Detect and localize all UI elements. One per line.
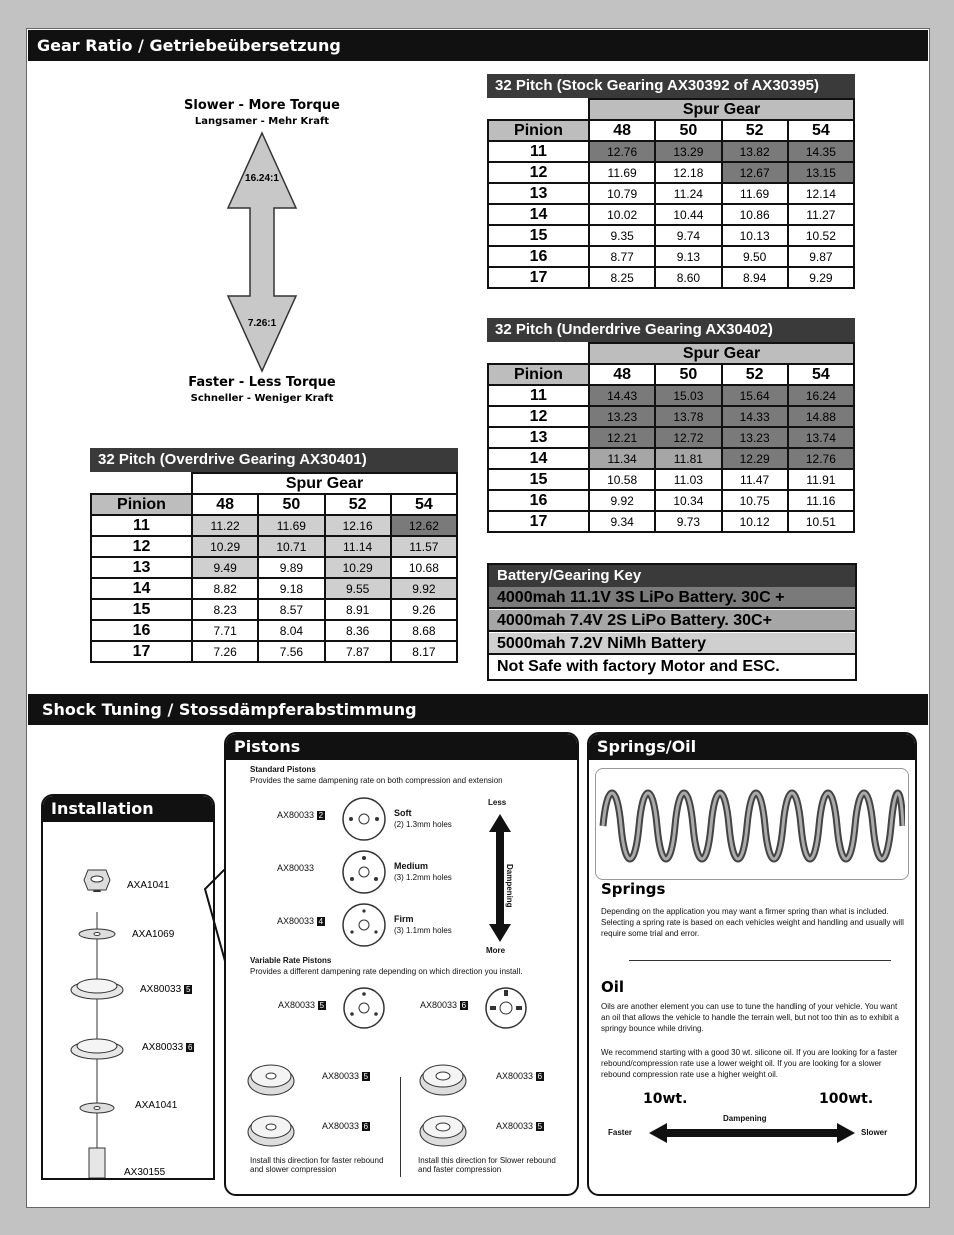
stock-table-title: 32 Pitch (Stock Gearing AX30392 of AX30395) — [487, 74, 855, 98]
oil-weight-low: 10wt. — [643, 1091, 688, 1107]
ratio-cell: 16.24 — [788, 385, 854, 406]
pinion-cell: 15 — [488, 469, 589, 490]
ratio-cell: 8.82 — [192, 578, 258, 599]
key-item-nimh: 5000mah 7.2V NiMh Battery — [489, 633, 855, 655]
ratio-cell: 11.81 — [655, 448, 721, 469]
underdrive-gear-table — [487, 342, 855, 533]
piston-side-icon — [418, 1110, 468, 1150]
ratio-cell: 15.03 — [655, 385, 721, 406]
ratio-cell: 54 — [788, 364, 854, 385]
pinion-cell: 12 — [488, 162, 589, 183]
ratio-cell: 12.62 — [391, 515, 457, 536]
ratio-cell: 10.75 — [722, 490, 788, 511]
pinion-header: Pinion — [488, 364, 589, 385]
pinion-cell: 17 — [91, 641, 192, 662]
ratio-cell: 9.89 — [258, 557, 324, 578]
spur-gear-header: Spur Gear — [192, 473, 457, 494]
ratio-cell: 11.34 — [589, 448, 655, 469]
text-label: AX80033 — [278, 1000, 316, 1010]
pistons-title: Pistons — [226, 734, 577, 760]
variable-pistons-desc: Provides a different dampening rate depending on which direction you install. — [250, 967, 523, 976]
pinion-cell: 12 — [91, 536, 192, 557]
springs-text: Depending on the application you may want a firmer spring than what is included. Selecting a spring rate is based on each vehicles weight and handling and usually will require some trial and error. — [601, 907, 904, 938]
slower-label: Slower — [861, 1128, 888, 1137]
ratio-cell: 52 — [722, 364, 788, 385]
ratio-cell: 8.77 — [589, 246, 655, 267]
badge: 4 — [318, 917, 324, 926]
text-label: AX80033 — [140, 984, 182, 995]
ratio-cell: 52 — [325, 494, 391, 515]
horizontal-double-arrow-icon — [647, 1122, 857, 1144]
text-label: AX80033 — [277, 863, 315, 873]
ratio-cell: 11.03 — [655, 469, 721, 490]
ratio-cell: 12.67 — [722, 162, 788, 183]
ratio-cell: 8.36 — [325, 620, 391, 641]
install-note-right: Install this direction for Slower rebound and faster compression — [418, 1156, 556, 1174]
ratio-cell: 7.87 — [325, 641, 391, 662]
part-label: AXA1041 — [135, 1100, 178, 1111]
oil-text-1: Oils are another element you can use to tune the handling of your vehicle. You want an oil that allows the vehicle to handle the terrain well, but not too thin as to exhibit a springy bounce while driving. — [601, 1002, 899, 1033]
ratio-cell: 11.57 — [391, 536, 457, 557]
table-row — [91, 536, 457, 557]
spur-54: 54 — [788, 120, 854, 141]
springs-oil-title: Springs/Oil — [589, 734, 915, 760]
ratio-cell: 9.50 — [722, 246, 788, 267]
text-label: (2) 1.3mm holes — [394, 820, 452, 829]
text-label: AX80033 — [420, 1000, 458, 1010]
standard-pistons-desc: Provides the same dampening rate on both compression and extension — [250, 776, 503, 785]
ratio-cell: 9.13 — [655, 246, 721, 267]
ratio-cell: 12.76 — [788, 448, 854, 469]
ratio-cell — [488, 99, 589, 120]
ratio-cell: 8.17 — [391, 641, 457, 662]
pinion-cell: 13 — [91, 557, 192, 578]
ratio-cell: 12.21 — [589, 427, 655, 448]
text-label: Medium — [394, 861, 429, 871]
ratio-cell: 11.27 — [788, 204, 854, 225]
ratio-cell: 9.55 — [325, 578, 391, 599]
ratio-cell: 11.47 — [722, 469, 788, 490]
ratio-cell: 7.26 — [192, 641, 258, 662]
table-row — [488, 385, 854, 406]
ratio-cell: 13.74 — [788, 427, 854, 448]
arrow-top-ratio: 16.24:1 — [245, 173, 279, 184]
install-note-left: Install this direction for faster rebound and slower compression — [250, 1156, 384, 1174]
ratio-cell: 11.69 — [258, 515, 324, 536]
badge: 5 — [537, 1122, 543, 1131]
pinion-cell: 11 — [488, 141, 589, 162]
ratio-cell: 7.56 — [258, 641, 324, 662]
badge: 6 — [461, 1001, 467, 1010]
battery-key-title: Battery/Gearing Key — [489, 565, 855, 587]
ratio-cell: 48 — [192, 494, 258, 515]
variable-piston-icon — [342, 986, 386, 1030]
spur-48: 48 — [589, 120, 655, 141]
part-label: AXA1041 — [127, 880, 170, 891]
installation-title: Installation — [43, 796, 213, 822]
installation-panel — [41, 794, 215, 1180]
piston-side-icon — [246, 1059, 296, 1099]
table-row — [488, 246, 854, 267]
table-row — [488, 141, 854, 162]
ratio-cell: 8.94 — [722, 267, 788, 288]
springs-heading: Springs — [601, 880, 666, 898]
table-row — [488, 448, 854, 469]
text-label: AX80033 — [277, 916, 315, 926]
key-item-3s: 4000mah 11.1V 3S LiPo Battery. 30C + — [489, 587, 855, 609]
pinion-cell: 17 — [488, 511, 589, 532]
pinion-cell: 14 — [488, 204, 589, 225]
spur-52: 52 — [722, 120, 788, 141]
ratio-cell: 50 — [655, 364, 721, 385]
ratio-cell — [488, 343, 589, 364]
oil-text-2: We recommend starting with a good 30 wt. silicone oil. If you are looking for a faster rebound/compression rate use a lower weight oil. If you are looking for a slower rebound compression rate use a higher weight oil. — [601, 1048, 898, 1079]
ratio-cell: 15.64 — [722, 385, 788, 406]
part-label: AXA1069 — [132, 929, 175, 940]
pinion-cell: 11 — [488, 385, 589, 406]
piston-side-icon — [246, 1110, 296, 1150]
faster-label: Faster — [608, 1128, 633, 1137]
ratio-cell: 8.25 — [589, 267, 655, 288]
table-row — [488, 490, 854, 511]
table-row — [488, 406, 854, 427]
pinion-cell: 14 — [488, 448, 589, 469]
pinion-cell: 15 — [91, 599, 192, 620]
ratio-cell: 10.79 — [589, 183, 655, 204]
battery-key — [487, 563, 857, 681]
text-label: AX80033 — [277, 810, 315, 820]
ratio-cell: 14.43 — [589, 385, 655, 406]
gear-ratio-header — [28, 30, 928, 61]
ratio-cell — [91, 473, 192, 494]
table-row — [488, 469, 854, 490]
shock-assembly-diagram — [43, 822, 213, 1178]
arrow-bottom-sub: Schneller - Weniger Kraft — [190, 393, 334, 404]
ratio-cell: 11.91 — [788, 469, 854, 490]
underdrive-table-title: 32 Pitch (Underdrive Gearing AX30402) — [487, 318, 855, 342]
ratio-cell: 10.12 — [722, 511, 788, 532]
double-arrow-icon — [226, 131, 298, 373]
pinion-header: Pinion — [91, 494, 192, 515]
spring-icon — [599, 778, 905, 874]
standard-pistons-title: Standard Pistons — [250, 765, 316, 774]
overdrive-table-title: 32 Pitch (Overdrive Gearing AX30401) — [90, 448, 458, 472]
text-label: (3) 1.1mm holes — [394, 926, 452, 935]
badge: 6 — [537, 1072, 543, 1081]
arrow-top-sub: Langsamer - Mehr Kraft — [194, 116, 330, 127]
ratio-cell: 12.18 — [655, 162, 721, 183]
key-item-2s: 4000mah 7.4V 2S LiPo Battery. 30C+ — [489, 610, 855, 632]
badge: 5 — [363, 1072, 369, 1081]
ratio-cell: 9.92 — [589, 490, 655, 511]
ratio-cell: 11.16 — [788, 490, 854, 511]
arrow-top-main: Slower - More Torque — [184, 98, 340, 113]
text-label: AX80033 — [496, 1121, 534, 1131]
table-row — [91, 599, 457, 620]
ratio-cell: 10.52 — [788, 225, 854, 246]
table-row — [488, 267, 854, 288]
pinion-cell: 16 — [91, 620, 192, 641]
table-row — [488, 183, 854, 204]
ratio-cell: 13.29 — [655, 141, 721, 162]
ratio-cell: 8.23 — [192, 599, 258, 620]
table-row — [91, 578, 457, 599]
manual-page — [26, 28, 930, 1208]
badge: 5 — [185, 985, 191, 994]
pinion-cell: 16 — [488, 246, 589, 267]
text-label: AX80033 — [496, 1071, 534, 1081]
shock-tuning-title: Shock Tuning / Stossdämpferabstimmung — [42, 700, 417, 719]
pinion-header: Pinion — [488, 120, 589, 141]
ratio-cell: 14.35 — [788, 141, 854, 162]
pinion-cell: 11 — [91, 515, 192, 536]
text-label: AX80033 — [322, 1071, 360, 1081]
ratio-cell: 13.15 — [788, 162, 854, 183]
text-label: Soft — [394, 808, 412, 818]
ratio-cell: 50 — [258, 494, 324, 515]
ratio-cell: 10.86 — [722, 204, 788, 225]
ratio-cell: 8.91 — [325, 599, 391, 620]
pinion-cell: 13 — [488, 183, 589, 204]
badge: 5 — [319, 1001, 325, 1010]
ratio-cell: 9.18 — [258, 578, 324, 599]
badge: 6 — [187, 1043, 193, 1052]
piston-icon — [341, 796, 387, 842]
table-row — [488, 511, 854, 532]
ratio-cell: 8.60 — [655, 267, 721, 288]
ratio-cell: 9.87 — [788, 246, 854, 267]
pinion-cell: 15 — [488, 225, 589, 246]
ratio-cell: 9.35 — [589, 225, 655, 246]
oil-dampening-label: Dampening — [723, 1114, 767, 1123]
table-row — [91, 557, 457, 578]
ratio-cell: 12.72 — [655, 427, 721, 448]
ratio-cell: 54 — [391, 494, 457, 515]
ratio-cell: 10.44 — [655, 204, 721, 225]
ratio-cell: 11.22 — [192, 515, 258, 536]
ratio-cell: 8.04 — [258, 620, 324, 641]
ratio-cell: 13.23 — [589, 406, 655, 427]
less-label: Less — [488, 798, 507, 807]
springs-oil-panel — [587, 732, 917, 1196]
ratio-cell: 9.74 — [655, 225, 721, 246]
ratio-cell: 11.69 — [722, 183, 788, 204]
pinion-cell: 13 — [488, 427, 589, 448]
ratio-cell: 12.16 — [325, 515, 391, 536]
overdrive-gear-table — [90, 472, 458, 663]
ratio-cell: 14.33 — [722, 406, 788, 427]
ratio-cell: 10.51 — [788, 511, 854, 532]
text-label: AX80033 — [142, 1042, 184, 1053]
ratio-cell: 10.29 — [325, 557, 391, 578]
spur-gear-header: Spur Gear — [589, 343, 854, 364]
table-row — [91, 641, 457, 662]
variable-pistons-title: Variable Rate Pistons — [250, 956, 332, 965]
divider — [400, 1077, 401, 1177]
text-label: (3) 1.2mm holes — [394, 873, 452, 882]
oil-weight-high: 100wt. — [819, 1091, 874, 1107]
table-row — [488, 225, 854, 246]
table-row — [91, 620, 457, 641]
arrow-bottom-ratio: 7.26:1 — [247, 318, 277, 329]
ratio-cell: 9.49 — [192, 557, 258, 578]
pinion-cell: 17 — [488, 267, 589, 288]
ratio-cell: 9.29 — [788, 267, 854, 288]
arrow-bottom-main: Faster - Less Torque — [188, 375, 336, 390]
badge: 6 — [363, 1122, 369, 1131]
callout-pointer — [203, 869, 229, 969]
pinion-cell: 12 — [488, 406, 589, 427]
ratio-cell: 9.26 — [391, 599, 457, 620]
ratio-cell: 10.68 — [391, 557, 457, 578]
ratio-cell: 8.57 — [258, 599, 324, 620]
table-row — [91, 515, 457, 536]
part-label: AX30155 — [124, 1167, 166, 1178]
ratio-cell: 12.29 — [722, 448, 788, 469]
piston-icon — [341, 902, 387, 948]
ratio-cell: 48 — [589, 364, 655, 385]
table-row — [488, 204, 854, 225]
pinion-cell: 16 — [488, 490, 589, 511]
table-row — [488, 427, 854, 448]
part-label — [140, 984, 192, 995]
table-row — [488, 162, 854, 183]
more-label: More — [486, 946, 506, 955]
piston-side-icon — [418, 1059, 468, 1099]
speed-torque-arrow — [177, 95, 377, 415]
text-label: AX80033 — [322, 1121, 360, 1131]
ratio-cell: 11.14 — [325, 536, 391, 557]
part-label — [142, 1042, 194, 1053]
ratio-cell: 12.76 — [589, 141, 655, 162]
ratio-cell: 11.69 — [589, 162, 655, 183]
stock-gear-table — [487, 98, 855, 289]
text-label: Firm — [394, 914, 414, 924]
ratio-cell: 9.73 — [655, 511, 721, 532]
gear-ratio-title: Gear Ratio / Getriebeübersetzung — [37, 36, 341, 55]
ratio-cell: 10.13 — [722, 225, 788, 246]
ratio-cell: 9.34 — [589, 511, 655, 532]
ratio-cell: 9.92 — [391, 578, 457, 599]
key-item-unsafe: Not Safe with factory Motor and ESC. — [497, 658, 780, 675]
ratio-cell: 7.71 — [192, 620, 258, 641]
ratio-cell: 10.71 — [258, 536, 324, 557]
ratio-cell: 8.68 — [391, 620, 457, 641]
ratio-cell: 13.78 — [655, 406, 721, 427]
ratio-cell: 10.34 — [655, 490, 721, 511]
piston-icon — [341, 849, 387, 895]
pistons-panel — [224, 732, 579, 1196]
ratio-cell: 13.23 — [722, 427, 788, 448]
badge: 2 — [318, 811, 324, 820]
variable-piston-icon — [484, 986, 528, 1030]
ratio-cell: 10.02 — [589, 204, 655, 225]
oil-heading: Oil — [601, 978, 625, 996]
ratio-cell: 10.58 — [589, 469, 655, 490]
ratio-cell: 13.82 — [722, 141, 788, 162]
shock-tuning-header — [28, 694, 928, 725]
ratio-cell: 14.88 — [788, 406, 854, 427]
divider — [629, 960, 891, 961]
pinion-cell: 14 — [91, 578, 192, 599]
dampening-label: Dampening — [505, 864, 514, 908]
ratio-cell: 11.24 — [655, 183, 721, 204]
spur-gear-header: Spur Gear — [589, 99, 854, 120]
spur-50: 50 — [655, 120, 721, 141]
ratio-cell: 12.14 — [788, 183, 854, 204]
ratio-cell: 10.29 — [192, 536, 258, 557]
